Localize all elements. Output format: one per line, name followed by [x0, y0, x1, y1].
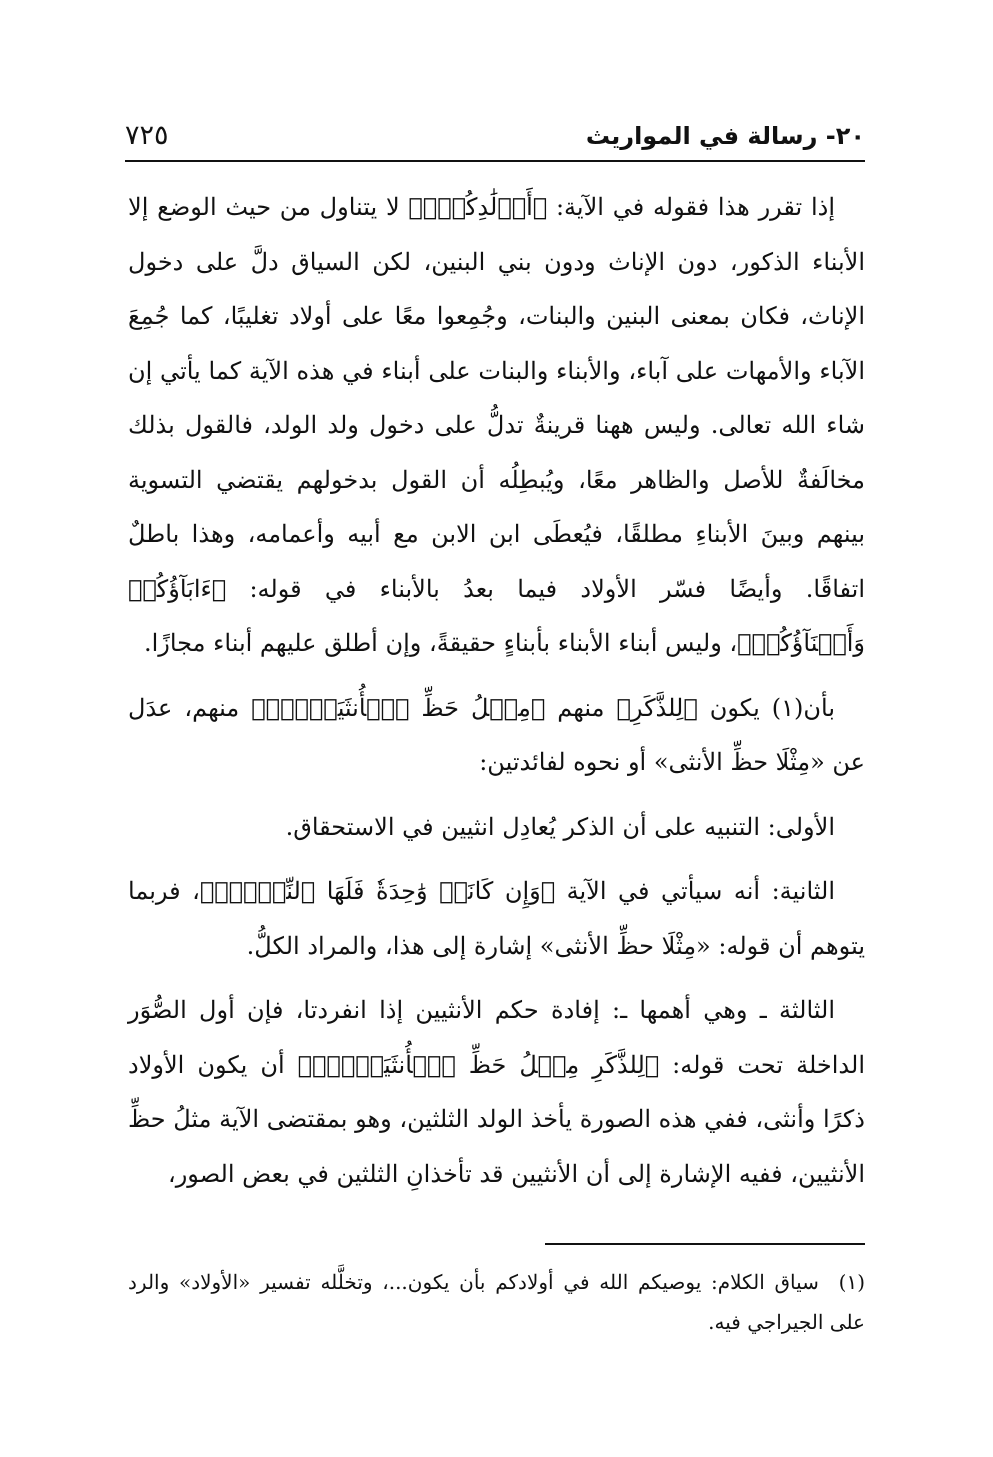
main-text — [128, 180, 865, 1211]
paragraph-3: الأولى: التنبيه على أن الذكر يُعادِل انثيين في الاستحقاق. — [285, 812, 835, 841]
page-number: ٧٢٥ — [125, 120, 169, 151]
running-header — [125, 116, 865, 162]
footnote-item — [128, 1262, 865, 1342]
footnotes — [128, 1262, 865, 1342]
paragraph-1: إذا تقرر هذا فقوله في الآية: ﴿أَوۡلَٰدِكُمۡۖ﴾ لا يتناول من حيث الوضع إلا الأبناء الذكور، دون الإناث ودون بني البنين، لكن السياق دلَّ على دخول الإناث، فكان بمعنى البنين والبنات، وجُمِعوا معًا على أولاد تغليبًا، كما جُمِعَ الآباء والأمهات على آباء، والأبناء والبنات على أبناء في هذه الآية كما يأتي إن شاء الله تعالى. وليس ههنا قرينةٌ تدلُّ على دخول ولد الولد، فالقول بذلك مخالَفةٌ للأصل والظاهر معًا، ويُبطِلُه أن القول بدخولهم يقتضي التسوية بينهم وبينَ الأبناءِ مطلقًا، فيُعطَى ابن الابن مع أبيه وأعمامه، وهذا باطلٌ اتفاقًا. وأيضًا فسّر الأولاد فيما بعدُ بالأبناء في قوله: ﴿ءَابَآؤُكُمۡ وَأَبۡنَآؤُكُمۡ﴾، وليس أبناء الأبناء بأبناءٍ حقيقةً، وإن أطلق عليهم أبناء مجازًا. — [128, 193, 866, 657]
paragraph-4: الثانية: أنه سيأتي في الآية ﴿وَإِن كَانَتۡ وَٰحِدَةٗ فَلَهَا ٱلنِّصۡفُۚ﴾، فربما يتوهم أن قوله: «مِثْلَا حظِّ الأنثى» إشارة إلى هذا، والمراد الكلُّ. — [128, 877, 865, 960]
chapter-title: ٢٠- رسالة في المواريث — [585, 122, 865, 150]
footnote-number: (١) — [838, 1270, 865, 1294]
footnote-divider — [545, 1243, 865, 1245]
paragraph-2: بأن(١) يكون ﴿لِلذَّكَرِ﴾ منهم ﴿مِثۡلُ حَظِّ ٱلۡأُنثَيَيۡنِۚ﴾ منهم، عدَل عن «مِثْلَا حظِّ الأنثى» أو نحوه لفائدتين: — [128, 693, 865, 776]
paragraph-5: الثالثة ـ وهي أهمها ـ: إفادة حكم الأنثيين إذا انفردتا، فإن أول الصُّوَر الداخلة تحت قوله: ﴿لِلذَّكَرِ مِثۡلُ حَظِّ ٱلۡأُنثَيَيۡنِۚ﴾ أن يكون الأولاد ذكرًا وأنثى، ففي هذه الصورة يأخذ الولد الثلثين، وهو بمقتضى الآية مثلُ حظِّ الأنثيين، ففيه الإشارة إلى أن الأنثيين قد تأخذانِ الثلثين في بعض الصور، — [128, 996, 865, 1188]
footnote-text: سياق الكلام: يوصيكم الله في أولادكم بأن يكون...، وتخلَّله تفسير «الأولاد» والرد على الجيراجي فيه. — [128, 1270, 865, 1334]
